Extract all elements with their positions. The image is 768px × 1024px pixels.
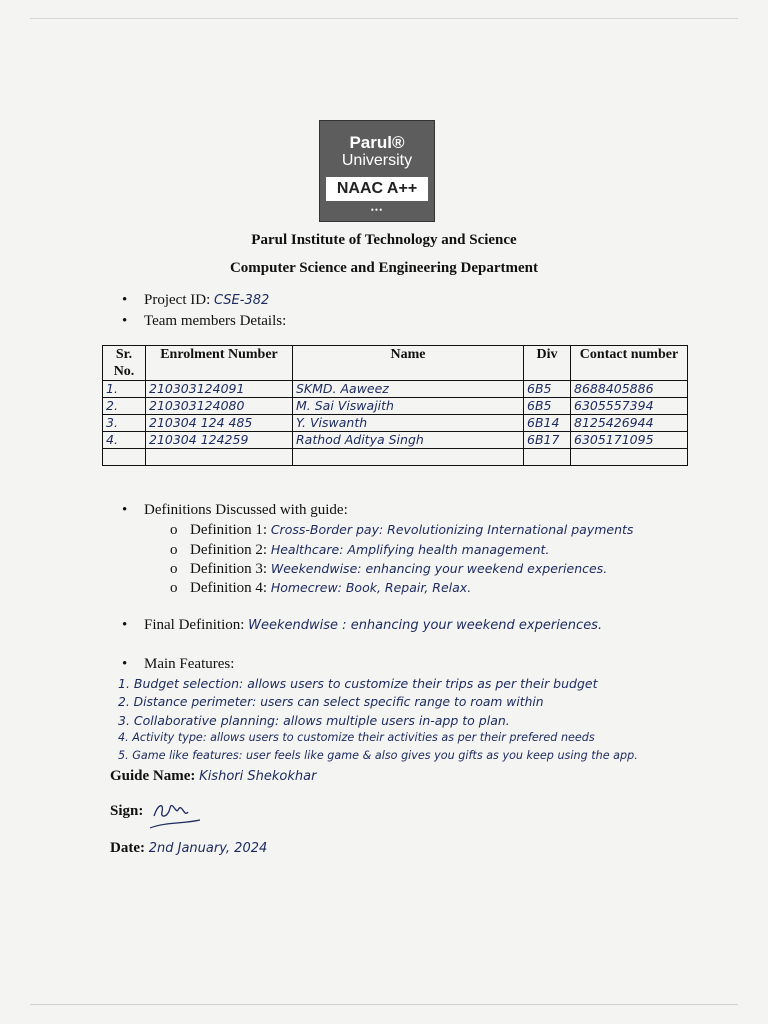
cell-div: 6B5 (524, 381, 571, 398)
table-row (103, 432, 688, 449)
project-id-line (122, 292, 269, 309)
team-details-label: Team members Details: (144, 313, 287, 329)
col-header-contact: Contact number (571, 346, 688, 381)
institute-title: Parul Institute of Technology and Science (251, 232, 517, 248)
guide-name-value: Kishori Shekokhar (199, 769, 317, 784)
bullet-icon: • (122, 617, 128, 633)
feature-item: 5. Game like features: user feels like game & also gives you gifts as you keep using the app. (118, 749, 638, 762)
cell-enrolment: 210303124091 (146, 381, 293, 398)
page-top-edge (30, 18, 738, 19)
feature-item: 3. Collaborative planning: allows multiple users in-app to plan. (118, 713, 510, 728)
definition-label: Definition 4: (190, 580, 268, 596)
logo-line-1: Parul® (349, 133, 405, 152)
cell-enrolment: 210304 124 485 (146, 415, 293, 432)
cell-div: 6B14 (524, 415, 571, 432)
definition-item (170, 542, 549, 559)
university-logo (319, 120, 435, 222)
cell-div: 6B5 (524, 398, 571, 415)
circle-bullet-icon: o (170, 542, 178, 558)
feature-item: 1. Budget selection: allows users to customize their trips as per their budget (118, 676, 598, 691)
cell-sr: 1. (103, 381, 146, 398)
definition-label: Definition 3: (190, 561, 268, 577)
cell-name: SKMD. Aaweez (293, 381, 524, 398)
feature-item: 2. Distance perimeter: users can select specific range to roam within (118, 695, 544, 709)
cell-sr: 2. (103, 398, 146, 415)
project-id-label: Project ID: (144, 292, 211, 308)
definitions-heading (122, 502, 348, 519)
col-header-div: Div (524, 346, 571, 381)
bullet-icon: • (122, 656, 128, 672)
main-features-label: Main Features: (144, 656, 235, 672)
definition-value: Weekendwise: enhancing your weekend experiences. (270, 561, 608, 576)
feature-item: 4. Activity type: allows users to customize their activities as per their prefered needs (118, 731, 595, 744)
signature-scribble (148, 796, 208, 834)
sign-line (110, 803, 143, 820)
final-definition-value: Weekendwise : enhancing your weekend experiences. (248, 618, 603, 633)
table-row (103, 415, 688, 432)
table-row (103, 381, 688, 398)
project-id-value: CSE-382 (213, 293, 270, 308)
logo-dots: ••• (370, 205, 384, 215)
bullet-icon: • (122, 292, 128, 308)
cell-name: Rathod Aditya Singh (293, 432, 524, 449)
final-definition-label: Final Definition: (144, 617, 245, 633)
cell-enrolment: 210304 124259 (146, 432, 293, 449)
page-bottom-edge (30, 1004, 738, 1005)
col-header-enrolment: Enrolment Number (146, 346, 293, 381)
cell-contact: 8688405886 (571, 381, 688, 398)
definition-item (170, 522, 633, 539)
logo-line-2: University (341, 152, 413, 169)
cell-contact: 6305557394 (571, 398, 688, 415)
bullet-icon: • (122, 502, 128, 518)
circle-bullet-icon: o (170, 580, 178, 596)
cell-name: M. Sai Viswajith (293, 398, 524, 415)
guide-name-label: Guide Name: (110, 768, 196, 784)
date-value: 2nd January, 2024 (148, 841, 268, 856)
team-details-line (122, 313, 286, 330)
team-table (102, 345, 688, 466)
cell-enrolment: 210303124080 (146, 398, 293, 415)
date-label: Date: (110, 840, 145, 856)
cell-div: 6B17 (524, 432, 571, 449)
cell-sr: 3. (103, 415, 146, 432)
department-title: Computer Science and Engineering Department (229, 260, 539, 276)
definition-value: Healthcare: Amplifying health management. (270, 542, 550, 557)
table-header-row (103, 346, 688, 381)
naac-badge: NAAC A++ (326, 177, 428, 201)
definition-item (170, 561, 607, 578)
guide-name-line (110, 768, 316, 785)
circle-bullet-icon: o (170, 522, 178, 538)
sign-label: Sign: (110, 803, 144, 819)
bullet-icon: • (122, 313, 128, 329)
cell-contact: 6305171095 (571, 432, 688, 449)
definition-label: Definition 2: (190, 542, 268, 558)
final-definition-line (122, 617, 602, 634)
definition-label: Definition 1: (190, 522, 268, 538)
col-header-sr: Sr. No. (103, 346, 146, 381)
cell-contact: 8125426944 (571, 415, 688, 432)
col-header-name: Name (293, 346, 524, 381)
table-row-empty (103, 449, 688, 466)
date-line (110, 840, 267, 857)
circle-bullet-icon: o (170, 561, 178, 577)
cell-sr: 4. (103, 432, 146, 449)
definition-value: Cross-Border pay: Revolutionizing International payments (270, 522, 634, 537)
cell-name: Y. Viswanth (293, 415, 524, 432)
definition-value: Homecrew: Book, Repair, Relax. (270, 580, 472, 595)
definition-item (170, 580, 471, 597)
definitions-label: Definitions Discussed with guide: (144, 502, 348, 518)
table-row (103, 398, 688, 415)
main-features-heading (122, 656, 234, 673)
